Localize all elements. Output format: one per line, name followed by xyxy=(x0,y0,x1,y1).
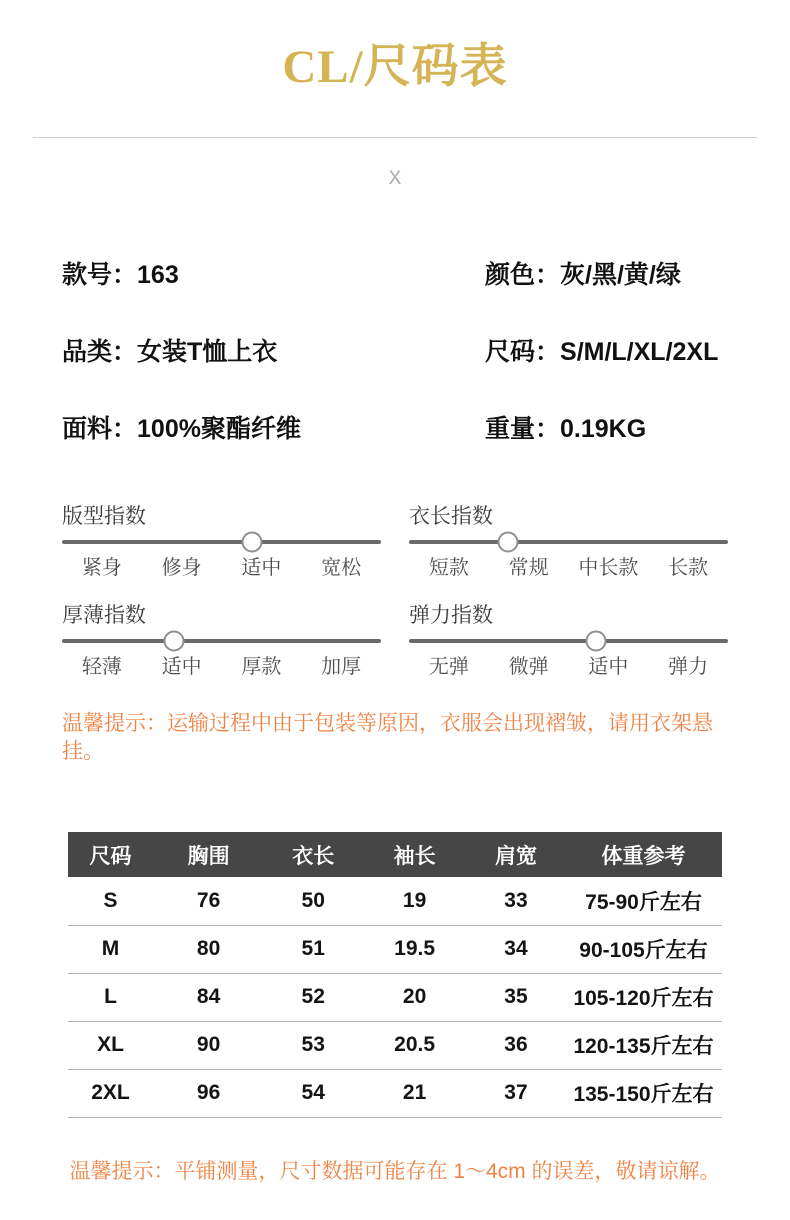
slider-option: 加厚 xyxy=(321,656,362,678)
slider-group-elasticity xyxy=(409,603,728,680)
table-cell: 33 xyxy=(467,877,565,925)
table-row xyxy=(68,877,722,925)
slider-option: 常规 xyxy=(508,557,549,579)
info-label: 面料： xyxy=(62,415,138,443)
table-cell: 51 xyxy=(264,925,362,973)
header-cell-weight-ref: 体重参考 xyxy=(565,832,722,877)
slider-track xyxy=(409,639,728,643)
slider-title: 衣长指数 xyxy=(409,505,493,528)
page-title: CL/尺码表 xyxy=(282,41,508,93)
slider-option: 弹力 xyxy=(668,656,709,678)
table-cell: 20.5 xyxy=(362,1021,467,1069)
slider-option: 适中 xyxy=(161,656,202,678)
header-cell-bust: 胸围 xyxy=(153,832,264,877)
table-cell: 2XL xyxy=(68,1069,153,1117)
measurement-tip: 温馨提示：平铺测量，尺寸数据可能存在 1～4cm 的误差，敬请谅解。 xyxy=(69,1159,721,1183)
table-cell: L xyxy=(68,973,153,1021)
table-cell: 96 xyxy=(153,1069,264,1117)
table-cell: 84 xyxy=(153,973,264,1021)
info-label: 品类： xyxy=(62,338,138,366)
info-label: 颜色： xyxy=(485,261,561,289)
table-cell: 90 xyxy=(153,1021,264,1069)
slider-dot xyxy=(241,532,262,553)
table-cell: 37 xyxy=(467,1069,565,1117)
slider-title: 版型指数 xyxy=(62,505,146,528)
info-value: 女装T恤上衣 xyxy=(137,338,278,366)
table-cell: 20 xyxy=(362,973,467,1021)
table-header-row xyxy=(68,832,722,877)
slider-option: 适中 xyxy=(588,656,629,678)
slider-group-length xyxy=(409,504,728,581)
table-row xyxy=(68,973,722,1021)
info-value: 0.19KG xyxy=(560,415,647,443)
info-item-size-range xyxy=(485,337,728,367)
slider-option: 微弹 xyxy=(508,656,549,678)
table-cell: 90-105斤左右 xyxy=(565,925,722,973)
table-cell: S xyxy=(68,877,153,925)
slider-options xyxy=(409,555,728,581)
slider-group-thickness xyxy=(62,603,381,680)
table-cell: 105-120斤左右 xyxy=(565,973,722,1021)
header-cell-sleeve: 袖长 xyxy=(362,832,467,877)
table-cell: 53 xyxy=(264,1021,362,1069)
table-cell: XL xyxy=(68,1021,153,1069)
info-item-weight xyxy=(485,414,728,444)
table-cell: 34 xyxy=(467,925,565,973)
info-label: 重量： xyxy=(485,415,561,443)
slider-option: 修身 xyxy=(161,557,202,579)
table-cell: M xyxy=(68,925,153,973)
slider-options xyxy=(62,654,381,680)
table-cell: 52 xyxy=(264,973,362,1021)
table-cell: 76 xyxy=(153,877,264,925)
slider-track xyxy=(62,639,381,643)
slider-option: 适中 xyxy=(241,557,282,579)
info-item-color xyxy=(485,260,728,290)
table-row xyxy=(68,1021,722,1069)
table-cell: 80 xyxy=(153,925,264,973)
table-cell: 35 xyxy=(467,973,565,1021)
size-table xyxy=(68,832,722,1118)
slider-options xyxy=(62,555,381,581)
slider-option: 紧身 xyxy=(81,557,122,579)
info-item-category xyxy=(62,337,485,367)
slider-option: 中长款 xyxy=(578,557,639,579)
table-cell: 50 xyxy=(264,877,362,925)
slider-options xyxy=(409,654,728,680)
table-row xyxy=(68,1069,722,1117)
info-label: 款号： xyxy=(62,261,138,289)
header-cell-shoulder: 肩宽 xyxy=(467,832,565,877)
shipping-tip: 温馨提示：运输过程中由于包装等原因，衣服会出现褶皱，请用衣架悬挂。 xyxy=(62,712,713,763)
info-value: 灰/黑/黄/绿 xyxy=(560,261,681,289)
table-cell: 19 xyxy=(362,877,467,925)
table-cell: 75-90斤左右 xyxy=(565,877,722,925)
slider-dot xyxy=(163,631,184,652)
broken-image-icon: X xyxy=(388,168,402,189)
table-cell: 19.5 xyxy=(362,925,467,973)
slider-option: 宽松 xyxy=(321,557,362,579)
table-cell: 120-135斤左右 xyxy=(565,1021,722,1069)
info-item-style-no xyxy=(62,260,485,290)
table-cell: 54 xyxy=(264,1069,362,1117)
slider-option: 轻薄 xyxy=(81,656,122,678)
table-cell: 36 xyxy=(467,1021,565,1069)
index-sliders xyxy=(0,504,790,680)
info-value: S/M/L/XL/2XL xyxy=(560,338,719,366)
slider-dot xyxy=(497,532,518,553)
title-divider xyxy=(33,137,757,138)
slider-track xyxy=(62,540,381,544)
info-label: 尺码： xyxy=(485,338,561,366)
slider-track xyxy=(409,540,728,544)
slider-group-fit xyxy=(62,504,381,581)
slider-option: 长款 xyxy=(668,557,709,579)
slider-option: 厚款 xyxy=(241,656,282,678)
header-cell-size: 尺码 xyxy=(68,832,153,877)
product-info xyxy=(0,260,790,444)
info-value: 100%聚酯纤维 xyxy=(137,415,301,443)
slider-dot xyxy=(585,631,606,652)
slider-option: 无弹 xyxy=(428,656,469,678)
header-cell-length: 衣长 xyxy=(264,832,362,877)
table-row xyxy=(68,925,722,973)
table-cell: 135-150斤左右 xyxy=(565,1069,722,1117)
slider-title: 厚薄指数 xyxy=(62,604,146,627)
table-cell: 21 xyxy=(362,1069,467,1117)
info-item-fabric xyxy=(62,414,485,444)
slider-option: 短款 xyxy=(428,557,469,579)
info-value: 163 xyxy=(137,261,179,289)
slider-title: 弹力指数 xyxy=(409,604,493,627)
